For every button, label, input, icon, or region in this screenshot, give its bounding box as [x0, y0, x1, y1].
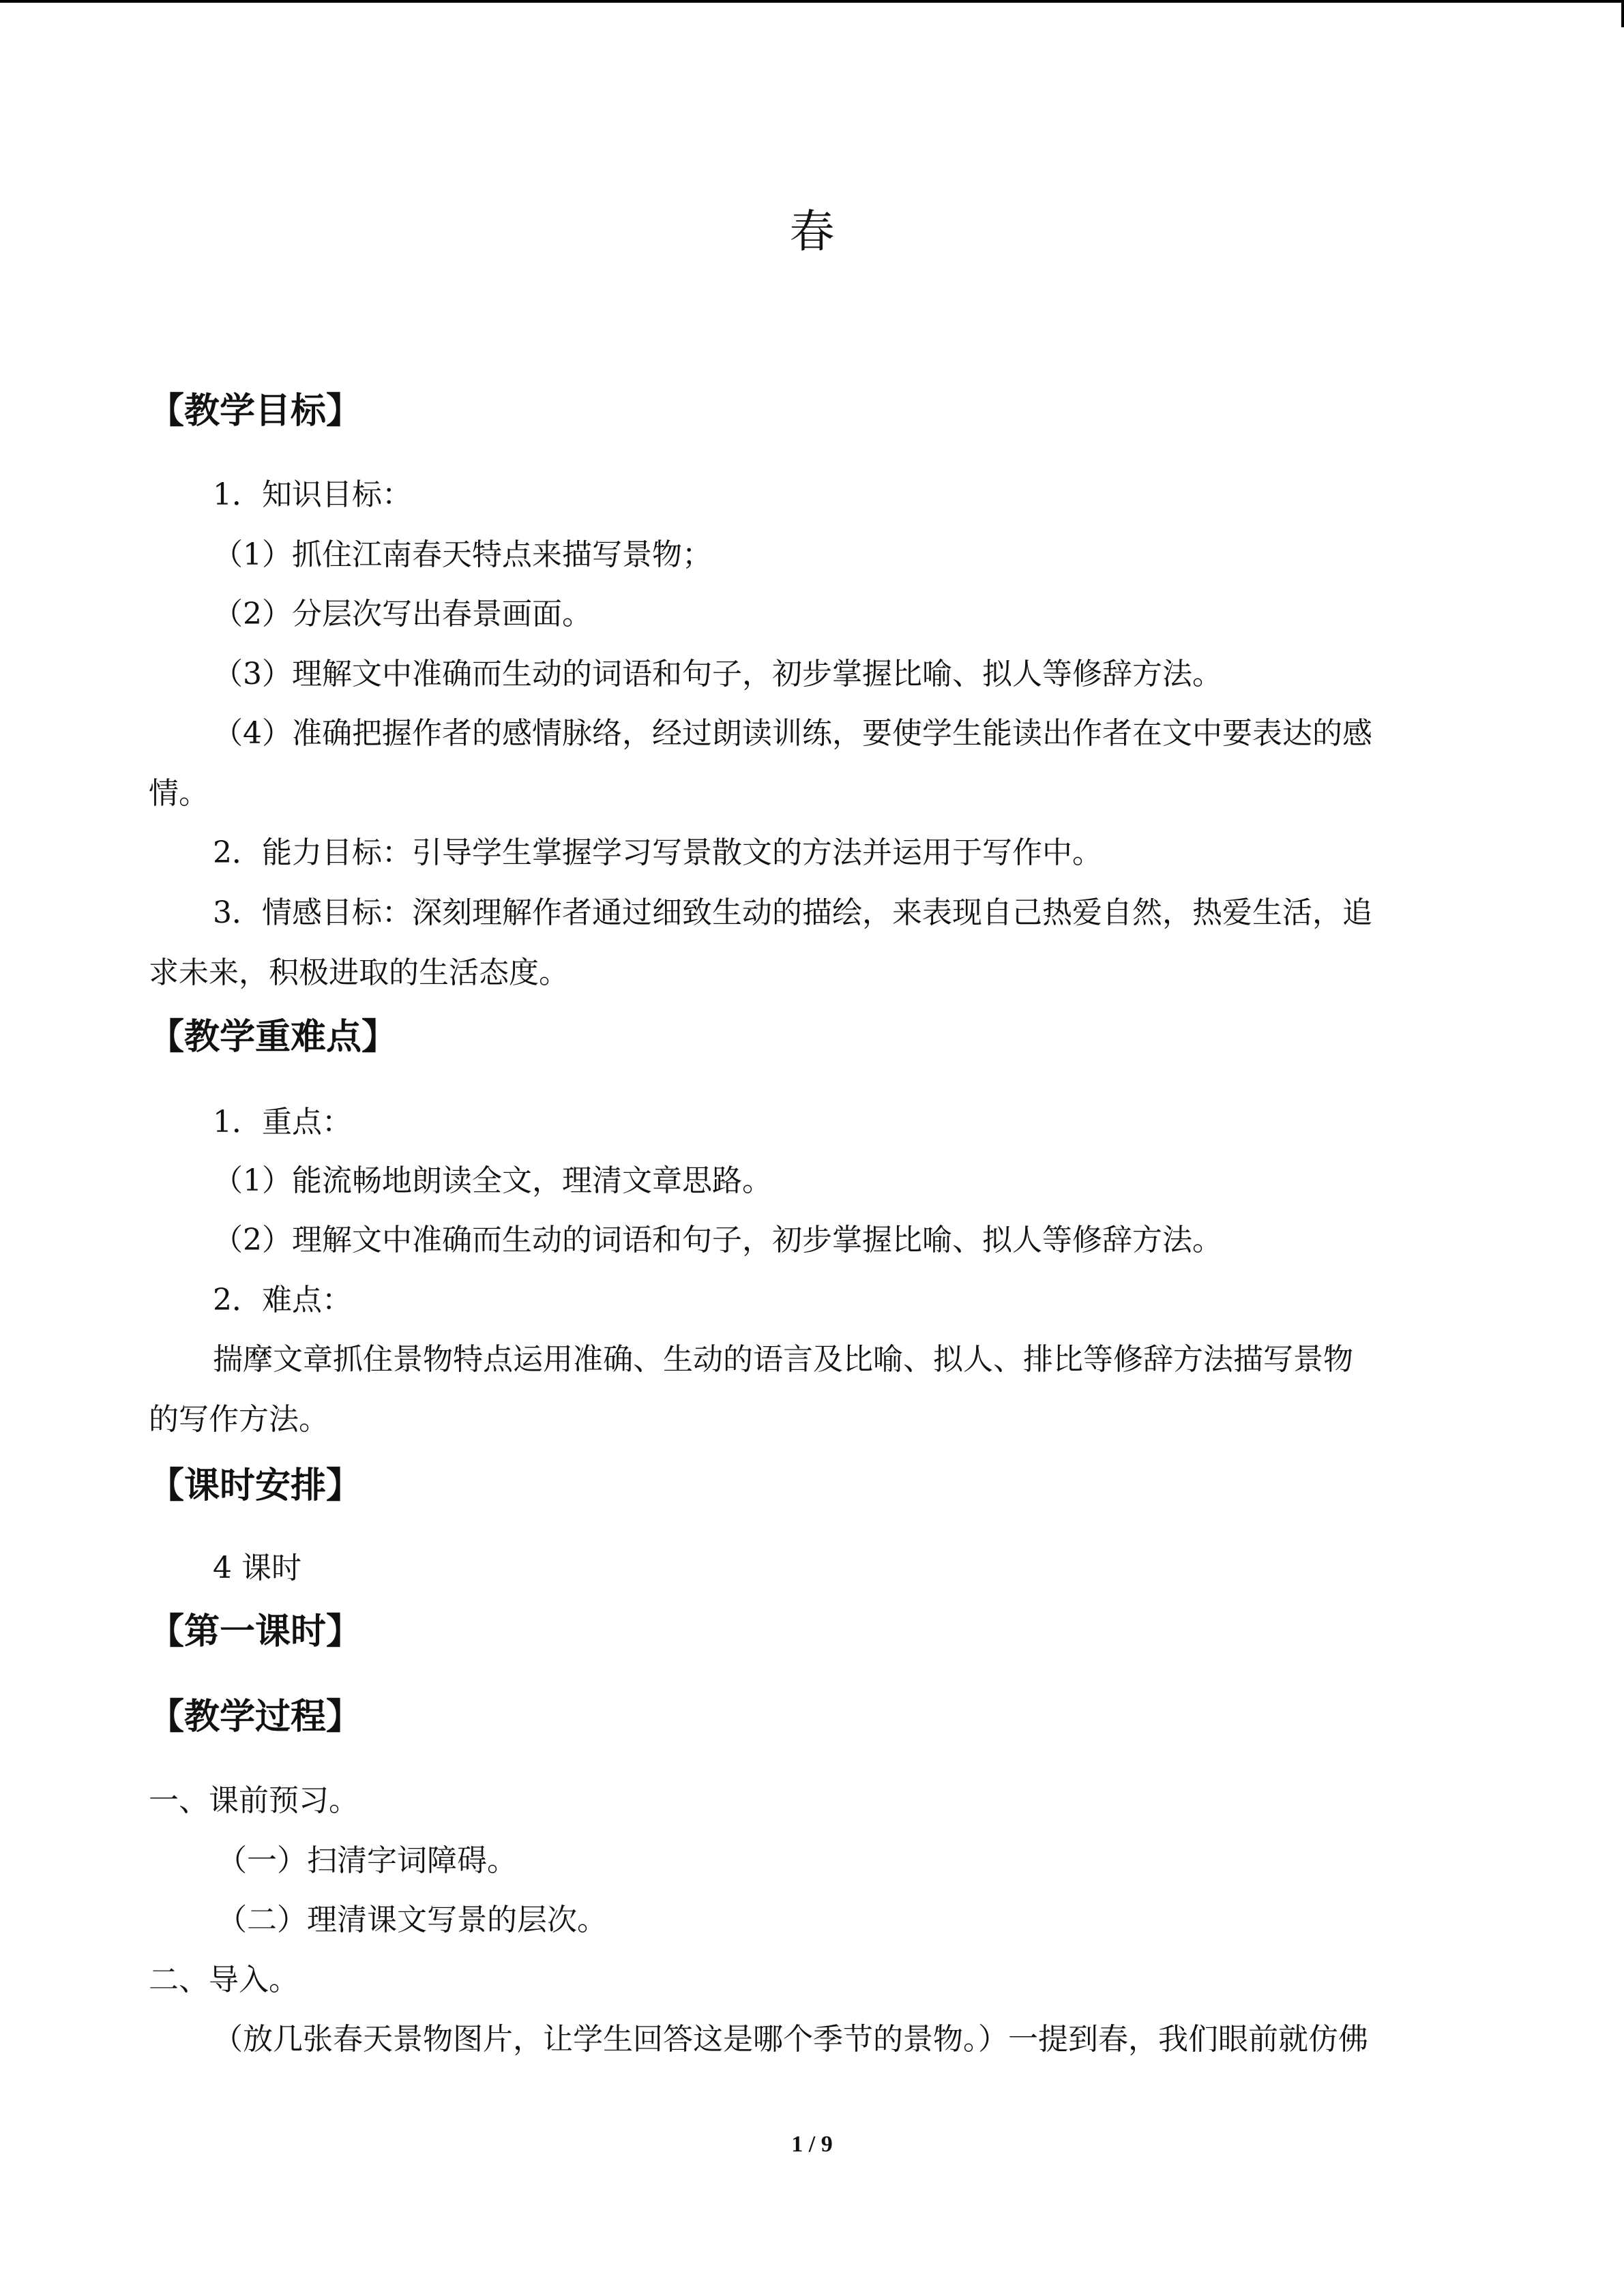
key-point-difficulty-line2: 的写作方法。: [149, 1402, 329, 1437]
process-step-1b: （二）理清课文写景的层次。: [217, 1903, 607, 1937]
section-heading-first-lesson: 【第一课时】: [149, 1611, 362, 1652]
goal-knowledge: 1．知识目标：: [213, 477, 412, 512]
goal-knowledge-3: （3）理解文中准确而生动的词语和句子，初步掌握比喻、拟人等修辞方法。: [213, 657, 1222, 691]
schedule-hours: 4 课时: [213, 1551, 301, 1585]
goal-knowledge-2: （2）分层次写出春景画面。: [213, 597, 592, 631]
goal-knowledge-4-line2: 情。: [149, 776, 209, 811]
section-heading-process: 【教学过程】: [149, 1697, 362, 1738]
key-point-difficulty: 2．难点：: [213, 1283, 352, 1317]
goal-emotion-line2: 求未来，积极进取的生活态度。: [149, 955, 569, 990]
process-step-1a: （一）扫清字词障碍。: [217, 1843, 517, 1878]
section-heading-schedule: 【课时安排】: [149, 1465, 362, 1506]
goal-knowledge-1: （1）抓住江南春天特点来描写景物；: [213, 537, 712, 572]
goal-emotion-line1: 3．情感目标：深刻理解作者通过细致生动的描绘，来表现自己热爱自然，热爱生活，追: [213, 895, 1372, 930]
section-heading-goals: 【教学目标】: [149, 391, 362, 432]
process-step-1: 一、课前预习。: [149, 1783, 359, 1818]
page-corner-border: [1621, 0, 1624, 27]
page-number: 1 / 9: [791, 2132, 833, 2157]
section-heading-key-points: 【教学重难点】: [149, 1017, 398, 1058]
page-title: 春: [789, 205, 835, 258]
key-point-focus-2: （2）理解文中准确而生动的词语和句子，初步掌握比喻、拟人等修辞方法。: [213, 1223, 1222, 1257]
process-step-2-text: （放几张春天景物图片，让学生回答这是哪个季节的景物。）一提到春，我们眼前就仿佛: [213, 2022, 1368, 2057]
key-point-focus-1: （1）能流畅地朗读全文，理清文章思路。: [213, 1163, 772, 1198]
goal-ability: 2．能力目标：引导学生掌握学习写景散文的方法并运用于写作中。: [213, 835, 1102, 870]
key-point-difficulty-line1: 揣摩文章抓住景物特点运用准确、生动的语言及比喻、拟人、排比等修辞方法描写景物: [213, 1342, 1353, 1377]
goal-knowledge-4-line1: （4）准确把握作者的感情脉络，经过朗读训练，要使学生能读出作者在文中要表达的感: [213, 716, 1372, 751]
key-point-focus: 1．重点：: [213, 1105, 352, 1139]
page-top-border: [0, 0, 1624, 3]
process-step-2: 二、导入。: [149, 1963, 299, 1997]
